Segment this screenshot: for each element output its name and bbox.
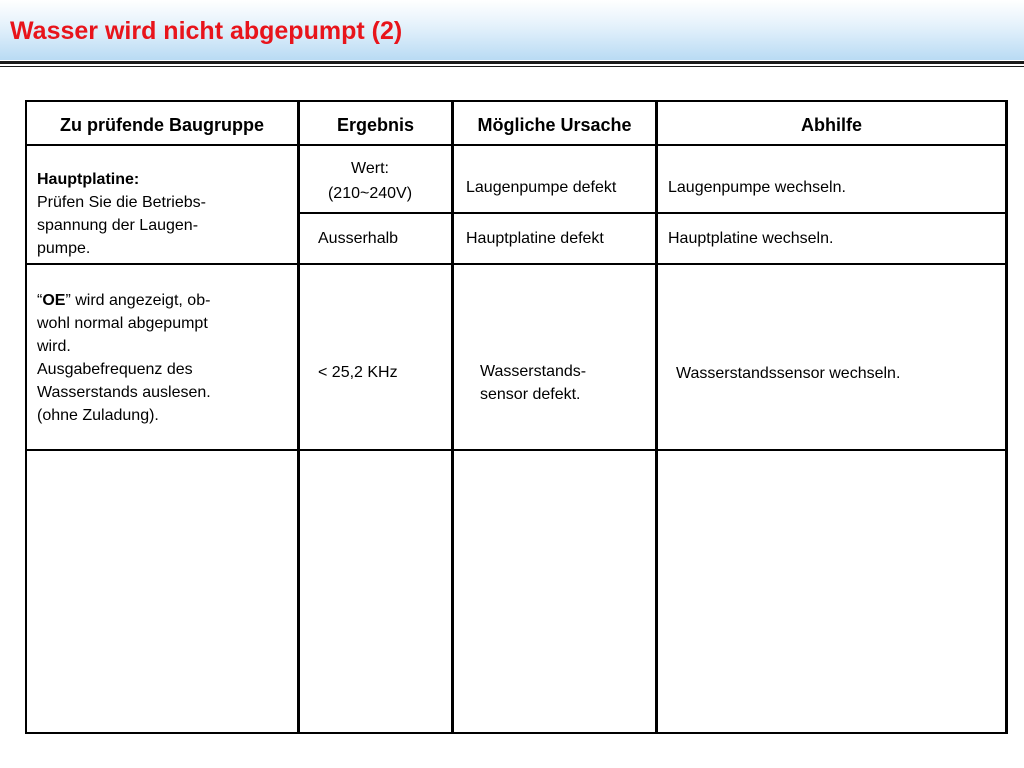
- cell-ursache-hauptplatine: Hauptplatine defekt: [466, 230, 604, 247]
- header-baugruppe: Zu prüfende Baugruppe: [60, 115, 264, 135]
- cell-abhilfe-laugenpumpe: Laugenpumpe wechseln.: [668, 179, 846, 196]
- cell-ergebnis-wert: [300, 157, 440, 205]
- header-ursache: Mögliche Ursache: [477, 115, 632, 135]
- header-abhilfe: Abhilfe: [801, 115, 862, 135]
- column-divider-3: [655, 100, 658, 734]
- cell-ergebnis-frequenz: < 25,2 KHz: [318, 364, 398, 381]
- ergebnis-line: Wert:: [351, 160, 389, 177]
- quote-open: “: [37, 292, 43, 309]
- cell-ursache-sensor: [480, 360, 586, 406]
- header-ergebnis: Ergebnis: [336, 115, 415, 135]
- cell-baugruppe-hauptplatine: [37, 168, 206, 260]
- subrow-divider: [298, 212, 1008, 214]
- cell-baugruppe-oe: [37, 289, 211, 427]
- row-divider-2: [25, 449, 1008, 451]
- row-divider-1: [25, 263, 1008, 265]
- header-row-divider: [25, 144, 1008, 146]
- table-border-bottom: [25, 732, 1008, 734]
- baugruppe-line: Ausgabefrequenz des: [37, 361, 193, 378]
- cell-ursache-laugenpumpe: Laugenpumpe defekt: [466, 179, 617, 196]
- baugruppe-line: spannung der Laugen-: [37, 217, 199, 234]
- baugruppe-line: Prüfen Sie die Betriebs-: [37, 194, 206, 211]
- baugruppe-line: Wasserstands auslesen.: [37, 384, 211, 401]
- baugruppe-line: wohl normal abgepumpt: [37, 315, 208, 332]
- table-border-right: [1005, 100, 1008, 734]
- baugruppe-line: wird.: [37, 338, 71, 355]
- ursache-line: sensor defekt.: [480, 386, 581, 403]
- cell-abhilfe-hauptplatine: Hauptplatine wechseln.: [668, 230, 834, 247]
- baugruppe-title: Hauptplatine:: [37, 171, 140, 188]
- error-code: OE: [42, 292, 66, 309]
- baugruppe-line: (ohne Zuladung).: [37, 407, 159, 424]
- baugruppe-line: pumpe.: [37, 240, 91, 257]
- column-divider-2: [451, 100, 454, 734]
- table-border-left: [25, 100, 27, 734]
- ursache-line: Wasserstands-: [480, 363, 587, 380]
- ergebnis-line: (210~240V): [327, 185, 413, 202]
- baugruppe-text: ” wird angezeigt, ob-: [65, 292, 211, 309]
- baugruppe-line: [37, 289, 211, 312]
- page-title: Wasser wird nicht abgepumpt (2): [10, 17, 403, 45]
- cell-abhilfe-sensor: Wasserstandssensor wechseln.: [676, 365, 901, 382]
- cell-ergebnis-ausserhalb: Ausserhalb: [318, 230, 399, 247]
- table-border-top: [25, 100, 1008, 102]
